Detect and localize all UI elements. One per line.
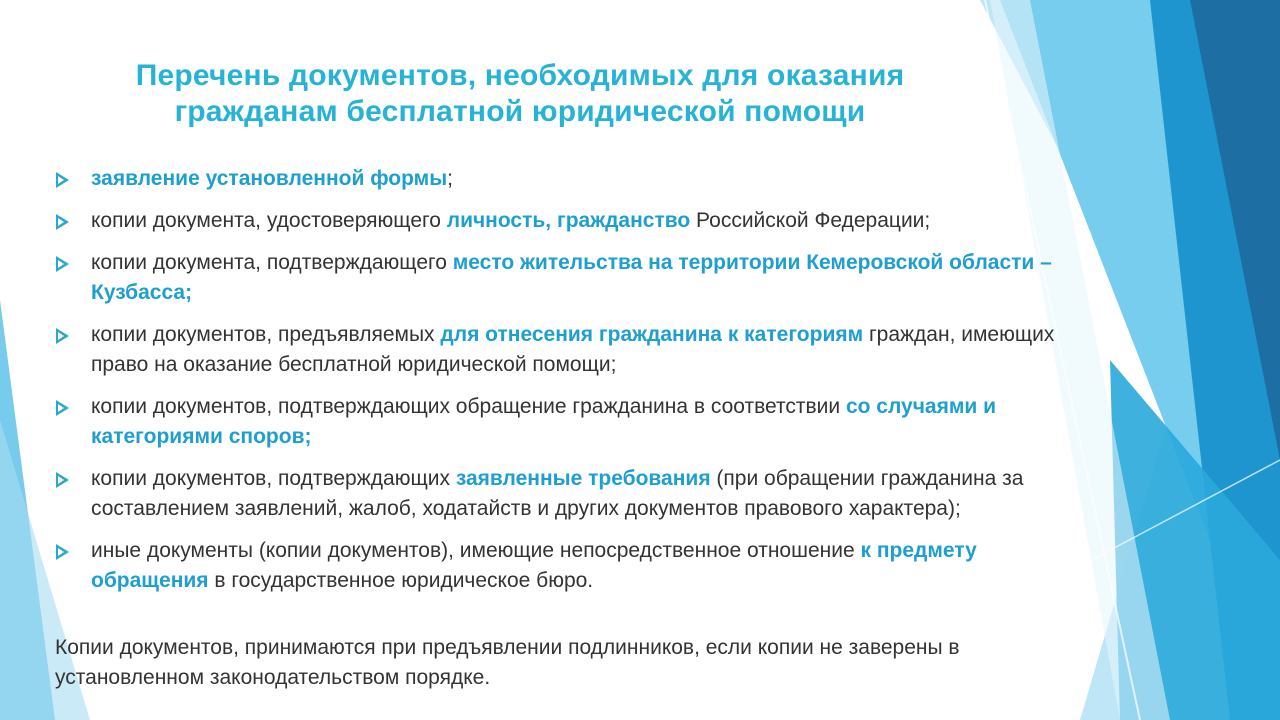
item-text: копии документов, предъявляемых (91, 323, 441, 346)
highlighted-text: со случаями и категориями споров; (91, 395, 997, 448)
list-item (54, 320, 1069, 380)
slide-title (80, 58, 960, 130)
item-text: копии документа, удостоверяющего (91, 209, 447, 232)
item-text: ; (447, 167, 453, 190)
bullet-arrow-icon (56, 256, 69, 272)
bullet-arrow-icon (56, 172, 69, 188)
title-line: Перечень документов, необходимых для оказания (135, 59, 905, 92)
item-text: в государственное юридическое бюро. (208, 569, 594, 592)
item-text: Российской Федерации; (690, 209, 931, 232)
item-text: копии документа, подтверждающего (91, 251, 453, 274)
item-text: иные документы (копии документов), имеющие непосредственное отношение (91, 539, 861, 562)
highlighted-text: к предмету обращения (91, 539, 977, 592)
highlighted-text: личность, гражданство (446, 209, 691, 232)
bullet-arrow-icon (56, 328, 69, 344)
highlighted-text: для отнесения гражданина к категориям (440, 323, 864, 346)
highlighted-text: заявленные требования (455, 467, 711, 490)
highlighted-text: заявление установленной формы (91, 167, 448, 190)
list-item (54, 536, 1069, 596)
note-text: Копии документов, принимаются при предъявлении подлинников, если копии не заверены в установленном законодательством порядке. (55, 636, 960, 689)
item-text: граждан, имеющих право на оказание бесплатной юридической помощи; (91, 323, 1055, 376)
item-text: копии документов, подтверждающих (91, 467, 456, 490)
bullet-arrow-icon (56, 472, 69, 488)
highlighted-text: место жительства на территории Кемеровской области – Кузбасса; (91, 251, 1052, 304)
bullet-arrow-icon (56, 214, 69, 230)
item-text: копии документов, подтверждающих обращение гражданина в соответствии (91, 395, 846, 418)
title-line: гражданам бесплатной юридической помощи (174, 95, 866, 128)
list-item (54, 464, 1069, 524)
bullet-arrow-icon (56, 400, 69, 416)
item-text: (при обращении гражданина за составлением заявлений, жалоб, ходатайств и других документов правового характера); (91, 467, 1024, 520)
list-item (54, 248, 1069, 308)
list-item (54, 392, 1069, 452)
bullet-arrow-icon (56, 544, 69, 560)
list-item (54, 206, 1069, 236)
document-list (54, 164, 1069, 608)
list-item (54, 164, 1069, 194)
